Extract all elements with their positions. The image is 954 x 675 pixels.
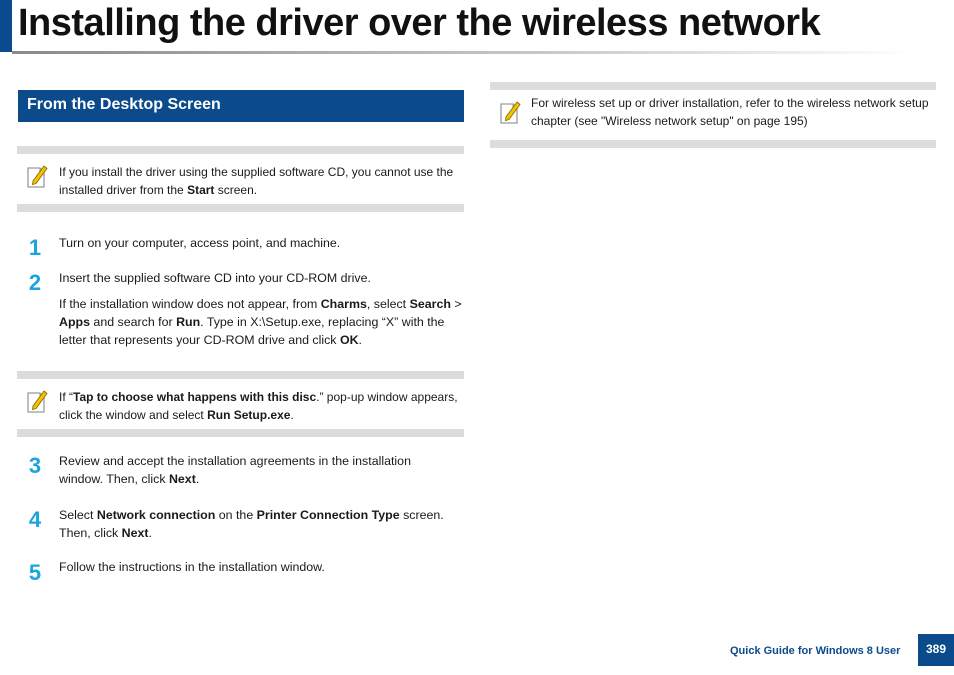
step-number: 5 [28,560,42,585]
note-pencil-icon [25,164,49,190]
step-number: 4 [28,507,42,532]
section-heading: From the Desktop Screen [18,90,464,122]
step-detail-text: If the installation window does not appear, from Charms, select Search > Apps and search for Run. Type in X:\Setup.exe, replacing “X” with the letter that represents your CD-ROM drive and click OK. [59,297,462,347]
page-number: 389 [918,634,954,666]
title-rule [12,51,917,54]
note-text: If you install the driver using the supplied software CD, you cannot use the installed driver from the Start screen. [59,165,454,197]
step-text: Select Network connection on the Printer Connection Type screen. Then, click Next. [59,508,444,540]
note-cd [17,146,464,212]
step-text: Insert the supplied software CD into your CD-ROM drive. [59,271,371,285]
title-accent-bar [0,0,12,52]
step-text: Turn on your computer, access point, and machine. [59,236,341,250]
step-number: 1 [28,235,42,260]
note-wireless [490,82,936,148]
step-text: Follow the instructions in the installation window. [59,560,325,574]
note-disc [17,371,464,437]
note-pencil-icon [25,389,49,415]
footer-guide-label: Quick Guide for Windows 8 User [730,645,901,657]
step-number: 2 [28,270,42,295]
step-number: 3 [28,453,42,478]
page-title: Installing the driver over the wireless network [18,2,821,44]
note-pencil-icon [498,100,522,126]
note-text: For wireless set up or driver installation, refer to the wireless network setup chapter (see "Wireless network setup" on page 195) [531,96,929,128]
note-text: If “Tap to choose what happens with this disc.” pop-up window appears, click the window and select Run Setup.exe. [59,390,458,422]
step-text: Review and accept the installation agreements in the installation window. Then, click Next. [59,454,411,486]
